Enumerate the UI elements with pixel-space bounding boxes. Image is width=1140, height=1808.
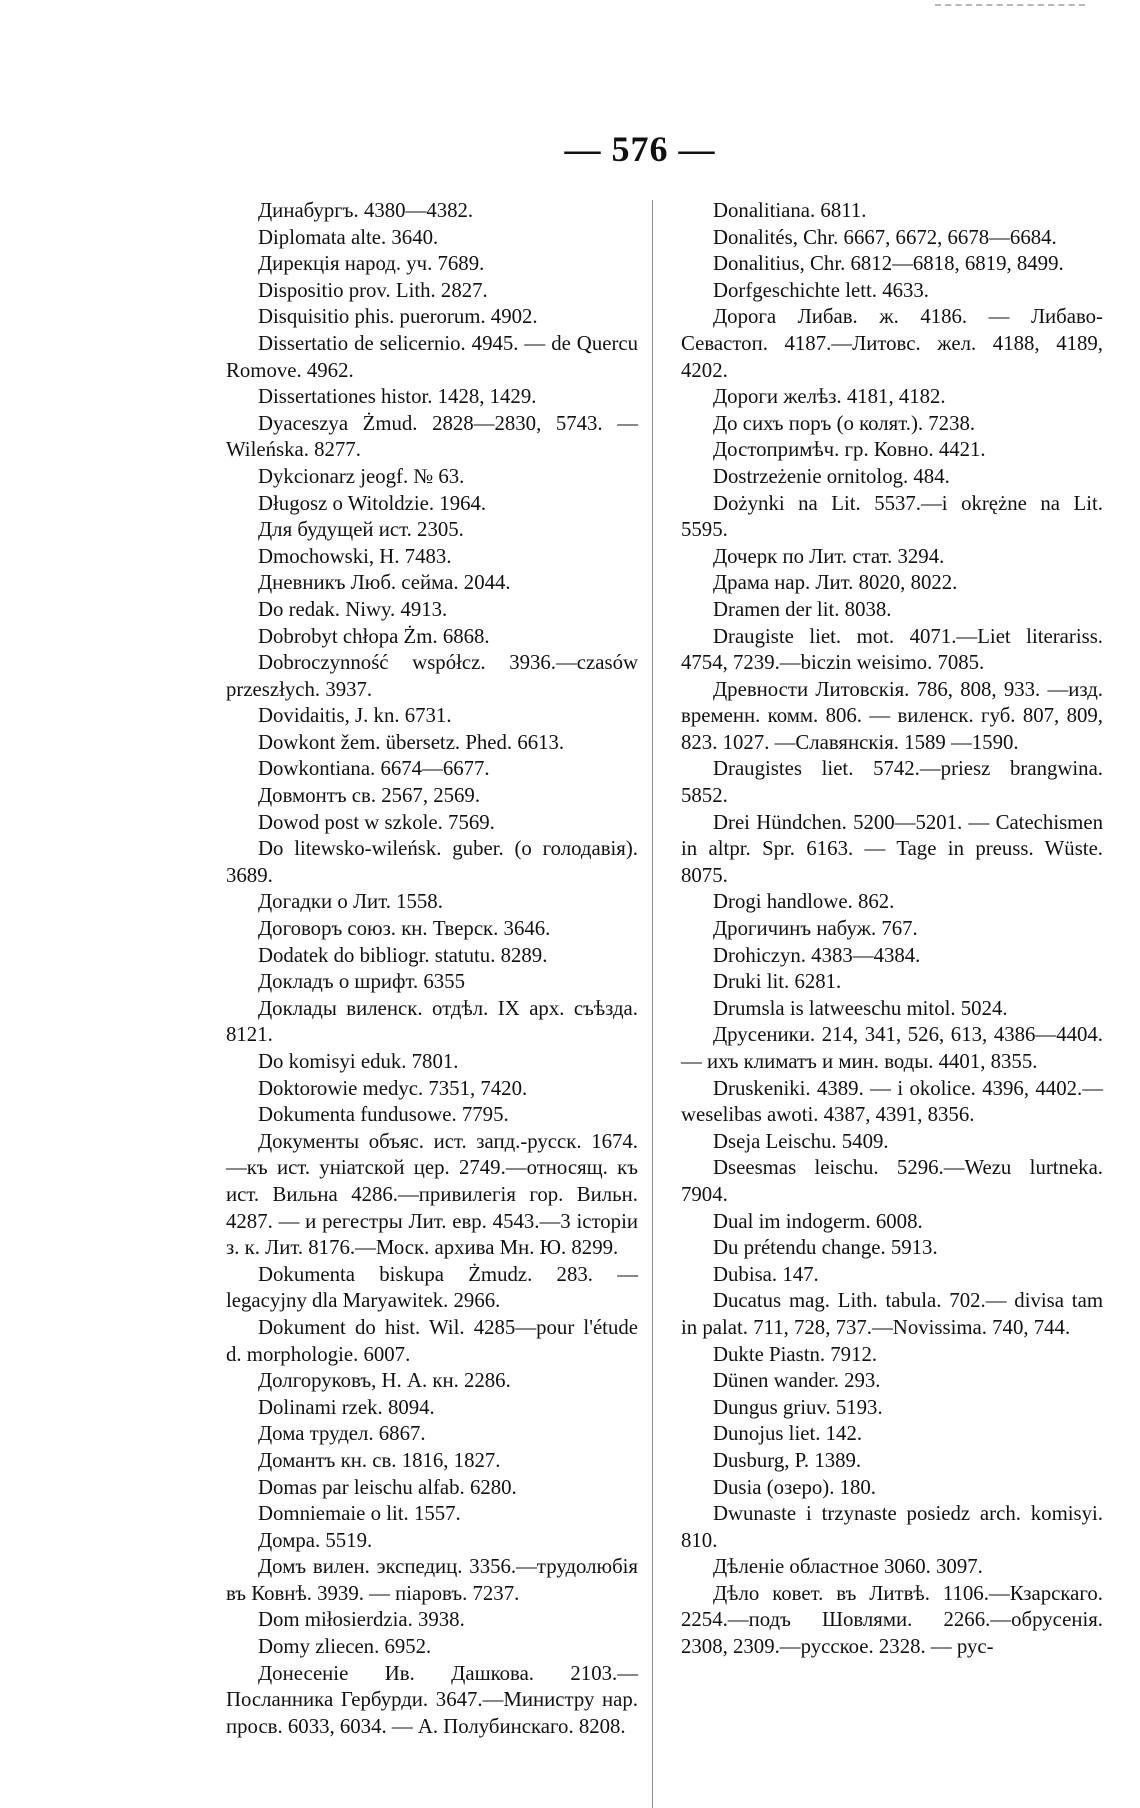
index-entry: Dunojus liet. 142. (713, 1422, 863, 1446)
index-entry: Dissertationes histor. 1428, 1429. (258, 385, 537, 409)
column-divider (652, 200, 653, 1808)
index-entry: Достопримѣч. гр. Ковно. 4421. (713, 438, 986, 462)
index-entry: Договоръ союз. кн. Тверск. 3646. (258, 917, 551, 941)
index-entry: Dispositio prov. Lith. 2827. (258, 278, 488, 302)
right-column (681, 198, 1103, 1661)
index-entry: Disquisitio phis. puerorum. 4902. (258, 305, 538, 329)
index-entry: Dyaceszya Żmud. 2828—2830, 5743. —Wileńska. 8277. (226, 411, 638, 462)
index-entry: Dwunaste i trzynaste posiedz arch. komisyi. 810. (681, 1502, 1103, 1552)
index-entry: Дочерк по Лит. стат. 3294. (713, 544, 945, 568)
index-entry: Домантъ кн. св. 1816, 1827. (258, 1448, 501, 1472)
index-entry: Drogi handlowe. 862. (713, 890, 895, 914)
index-entry: Друсеники. 214, 341, 526, 613, 4386—4404.— ихъ климатъ и мин. воды. 4401, 8355. (681, 1023, 1103, 1073)
index-entry: Довмонтъ св. 2567, 2569. (258, 784, 481, 808)
index-entry: Дѣло ковет. въ Литвѣ. 1106.—Кзарскаго. 2254.—подъ Шовлями. 2266.—обрусенія. 2308, 2309.—русское. 2328. — рус- (681, 1581, 1103, 1659)
index-entry: Dseja Leischu. 5409. (713, 1129, 889, 1153)
index-entry: Drumsla is latweeschu mitol. 5024. (713, 996, 1008, 1020)
index-entry: Dom miłosierdzia. 3938. (258, 1608, 465, 1632)
index-entry: Докладъ о шрифт. 6355 (258, 970, 465, 994)
index-entry: До сихъ поръ (о колят.). 7238. (713, 411, 976, 435)
index-entry: Ducatus mag. Lith. tabula. 702.— divisa tam in palat. 711, 728, 737.—Novissima. 740, 744. (681, 1289, 1103, 1339)
index-entry: Дѣленіе областное 3060. 3097. (713, 1555, 983, 1579)
index-entry: Dobrobyt chłopa Żm. 6868. (258, 624, 490, 648)
index-entry: Drohiczyn. 4383—4384. (713, 943, 921, 967)
index-entry: Draugistes liet. 5742.—priesz brangwina. 5852. (681, 757, 1103, 808)
index-entry: Druki lit. 6281. (713, 970, 842, 994)
index-entry: Доклады виленск. отдѣл. IX арх. съѣзда. 8121. (226, 996, 638, 1047)
left-column (226, 198, 638, 1740)
index-entry: Draugiste liet. mot. 4071.—Liet literariss. 4754, 7239.—biczin weisimo. 7085. (681, 624, 1103, 675)
index-entry: Dokument do hist. Wil. 4285—pour l'étude d. morphologie. 6007. (226, 1315, 638, 1366)
index-entry: Dukte Piastn. 7912. (713, 1342, 878, 1366)
index-entry: Diplomata alte. 3640. (258, 225, 439, 249)
index-entry: Du prétendu change. 5913. (713, 1236, 938, 1260)
index-entry: Doktorowie medyc. 7351, 7420. (258, 1076, 528, 1100)
index-entry: Dünen wander. 293. (713, 1369, 881, 1393)
index-entry: Динабургъ. 4380—4382. (258, 199, 474, 222)
index-entry: Донесеніе Ив. Дашкова. 2103.—Посланника Гербурди. 3647.—Министру нар. просв. 6033, 6034. — А. Полубинскаго. 8208. (226, 1661, 638, 1738)
index-entry: Druskeniki. 4389. — i okolice. 4396, 4402.—weselibas awoti. 4387, 4391, 8356. (681, 1076, 1103, 1127)
index-entry: Donalitiana. 6811. (713, 199, 867, 222)
index-entry: Dmochowski, H. 7483. (258, 544, 452, 568)
index-entry: Dobroczynność współcz. 3936.—czasów przeszłych. 3937. (226, 651, 638, 701)
index-entry: Dovidaitis, J. kn. 6731. (258, 704, 452, 728)
index-entry: Dolinami rzek. 8094. (258, 1395, 435, 1419)
index-entry: Дорога Либав. ж. 4186. — Либаво-Севастоп. 4187.—Литовс. жел. 4188, 4189, 4202. (681, 305, 1103, 382)
index-entry: Dykcionarz jeogf. № 63. (258, 464, 465, 488)
index-entry: Домра. 5519. (258, 1528, 373, 1552)
index-entry: Дневникъ Люб. сейма. 2044. (258, 571, 511, 595)
index-entry: Dubisa. 147. (713, 1262, 819, 1286)
index-entry: Dusburg, P. 1389. (713, 1448, 862, 1472)
index-entry: Домъ вилен. экспедиц. 3356.—трудолюбія въ Ковнѣ. 3939. — піаровъ. 7237. (226, 1555, 638, 1605)
index-entry: Donalitius, Chr. 6812—6818, 6819, 8499. (713, 252, 1064, 276)
index-entry: Dodatek do bibliogr. statutu. 8289. (258, 943, 548, 967)
index-entry: Długosz o Witoldzie. 1964. (258, 491, 487, 515)
index-entry: Дирекція народ. уч. 7689. (258, 252, 485, 276)
index-entry: Dramen der lit. 8038. (713, 597, 892, 621)
page-number: — 576 — (564, 129, 716, 169)
index-entry: Domniemaie o lit. 1557. (258, 1502, 461, 1526)
index-entry: Dungus griuv. 5193. (713, 1395, 883, 1419)
index-entry: Дороги желѣз. 4181, 4182. (713, 385, 946, 409)
index-entry: Drei Hündchen. 5200—5201. — Catechismen in altpr. Spr. 6163. — Tage in preuss. Wüste. 8075. (681, 810, 1103, 887)
index-entry: Dseesmas leischu. 5296.—Wezu lurtneka. 7904. (681, 1156, 1103, 1206)
index-entry: Дома трудел. 6867. (258, 1422, 426, 1446)
index-entry: Драма нар. Лит. 8020, 8022. (713, 571, 958, 595)
index-entry: Dowkontiana. 6674—6677. (258, 757, 490, 781)
index-entry: Dokumenta biskupa Żmudz. 283. — legacyjny dla Maryawitek. 2966. (226, 1262, 638, 1313)
index-entry: Dowod post w szkole. 7569. (258, 810, 495, 834)
index-entry: Догадки о Лит. 1558. (258, 890, 443, 914)
index-entry: Древности Литовскія. 786, 808, 933. —изд. временн. комм. 806. — виленск. губ. 807, 809, 823. 1027. —Славянскія. 1589 —1590. (681, 677, 1103, 754)
index-entry: Do redak. Niwy. 4913. (258, 597, 448, 621)
index-entry: Donalités, Chr. 6667, 6672, 6678—6684. (713, 225, 1057, 249)
index-entry: Dusia (озеро). 180. (713, 1475, 877, 1499)
index-entry: Do litewsko-wileńsk. guber. (о голодавія). 3689. (226, 837, 638, 887)
index-entry: Domas par leischu alfab. 6280. (258, 1475, 517, 1499)
scan-edge-mark (935, 4, 1085, 6)
index-entry: Dowkont žem. übersetz. Phed. 6613. (258, 730, 565, 754)
index-entry: Dostrzeżenie ornitolog. 484. (713, 464, 950, 488)
index-entry: Dissertatio de selicernio. 4945. — de Quercu Romove. 4962. (226, 331, 638, 382)
index-entry: Dokumenta fundusowe. 7795. (258, 1103, 509, 1127)
index-entry: Domy zliecen. 6952. (258, 1635, 432, 1659)
index-entry: Долгоруковъ, Н. А. кн. 2286. (258, 1369, 511, 1393)
index-entry: Документы объяс. ист. запд.-русск. 1674.—къ ист. уніатской цер. 2749.—относящ. къ ист. Вильна 4286.—привилегія гор. Вильн. 4287. — и регестры Лит. евр. 4543.—3 історіи з. к. Лит. 8176.—Моск. архива Мн. Ю. 8299. (226, 1129, 638, 1260)
index-entry: Do komisyi eduk. 7801. (258, 1050, 459, 1073)
index-entry: Dorfgeschichte lett. 4633. (713, 278, 929, 302)
index-entry: Dual im indogerm. 6008. (713, 1209, 923, 1233)
index-entry: Дрогичинъ набуж. 767. (713, 917, 918, 941)
index-entry: Для будущей ист. 2305. (258, 518, 464, 542)
index-entry: Dożynki na Lit. 5537.—i okrężne na Lit. 5595. (681, 491, 1103, 542)
